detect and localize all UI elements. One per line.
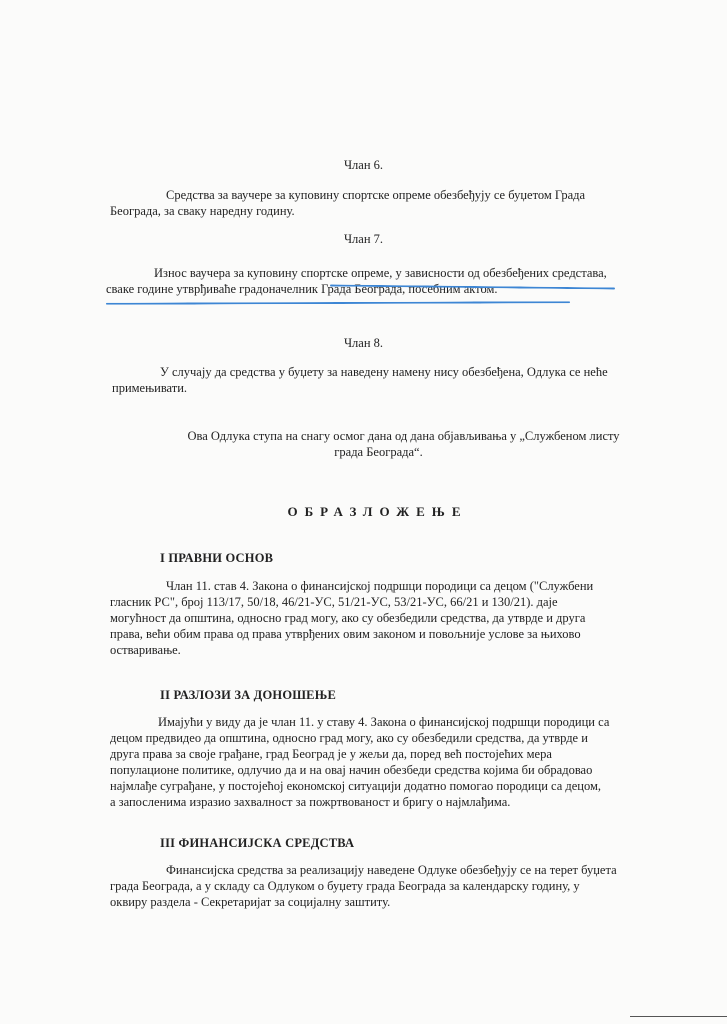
article-6-body — [110, 187, 630, 219]
section-2-line-1: Имајући у виду да је члан 11. у ставу 4. Закона о финансијској подршци породици са — [158, 715, 610, 729]
section-2-body — [110, 714, 634, 810]
section-3-body — [110, 862, 634, 910]
section-2-line-4: популационе политике, одлучио да и на овај начин обезбеди средства којима би обрадовао — [110, 763, 593, 777]
section-1-line-5: остваривање. — [110, 643, 181, 657]
section-1-line-4: права, већи обим права од права утврђених овим законом и повољније услове за њихово — [110, 627, 581, 641]
effective-line-2: града Београда“. — [334, 445, 423, 459]
section-1-heading: I ПРАВНИ ОСНОВ — [160, 551, 274, 565]
article-6-line-2: Београда, за сваку наредну годину. — [110, 204, 295, 218]
article-6-heading: Члан 6. — [343, 158, 384, 172]
article-7-line-2: сваке године утврђиваће градоначелник Града Београда, посебним актом. — [106, 282, 498, 296]
section-2-heading: II РАЗЛОЗИ ЗА ДОНОШЕЊЕ — [160, 688, 336, 702]
article-8-body — [112, 364, 632, 396]
article-7-line-1: Износ ваучера за куповину спортске опреме, у зависности од обезбеђених средстава, — [154, 266, 607, 280]
article-8-heading: Члан 8. — [343, 336, 384, 350]
effective-line-1: Ова Одлука ступа на снагу осмог дана од дана објављивања у „Службеном листу — [187, 429, 620, 443]
section-2-line-6: а запосленима изразио захвалност за пожртвованост и бригу о најмлађима. — [110, 795, 511, 809]
section-1-line-3: могућност да општина, односно град могу, ако су обезбедили средства, да утврде и друга — [110, 611, 586, 625]
section-1-body — [110, 578, 632, 658]
section-1-line-1: Члан 11. став 4. Закона о финансијској подршци породици са децом ("Службени — [166, 579, 594, 593]
article-6-line-1: Средства за ваучере за куповину спортске опреме обезбеђују се буџетом Града — [166, 188, 586, 202]
explanation-title: ОБРАЗЛОЖЕЊЕ — [287, 504, 468, 519]
article-7-heading: Члан 7. — [343, 232, 384, 246]
section-3-line-3: оквиру раздела - Секретаријат за социјалну заштиту. — [110, 895, 391, 909]
section-2-line-3: друга права за своје грађане, град Београд је у жељи да, поред већ постојећих мера — [110, 747, 552, 761]
article-7-body — [106, 265, 636, 297]
section-3-heading: III ФИНАНСИЈСКА СРЕДСТВА — [160, 836, 355, 850]
page-edge-line — [630, 1016, 727, 1017]
article-8-line-1: У случају да средства у буџету за наведену намену нису обезбеђена, Одлука се неће — [160, 365, 608, 379]
section-3-line-1: Финансијска средства за реализацију наведене Одлуке обезбеђују се на терет буџета — [166, 863, 617, 877]
section-2-line-5: најмлађе суграђане, у постојећој економској ситуацији додатно помогао породици са децом, — [110, 779, 602, 793]
section-3-line-2: града Београда, а у складу са Одлуком о буџету града Београда за календарску годину, у — [110, 879, 580, 893]
effective-clause — [0, 428, 727, 460]
article-8-line-2: примењивати. — [112, 381, 188, 395]
section-1-line-2: гласник РС", број 113/17, 50/18, 46/21-УС, 51/21-УС, 53/21-УС, 66/21 и 130/21). даје — [110, 595, 558, 609]
section-2-line-2: децом предвидео да општина, односно град могу, ако су обезбедили средства, да утврде и — [110, 731, 588, 745]
highlight-underline-2 — [106, 301, 570, 305]
